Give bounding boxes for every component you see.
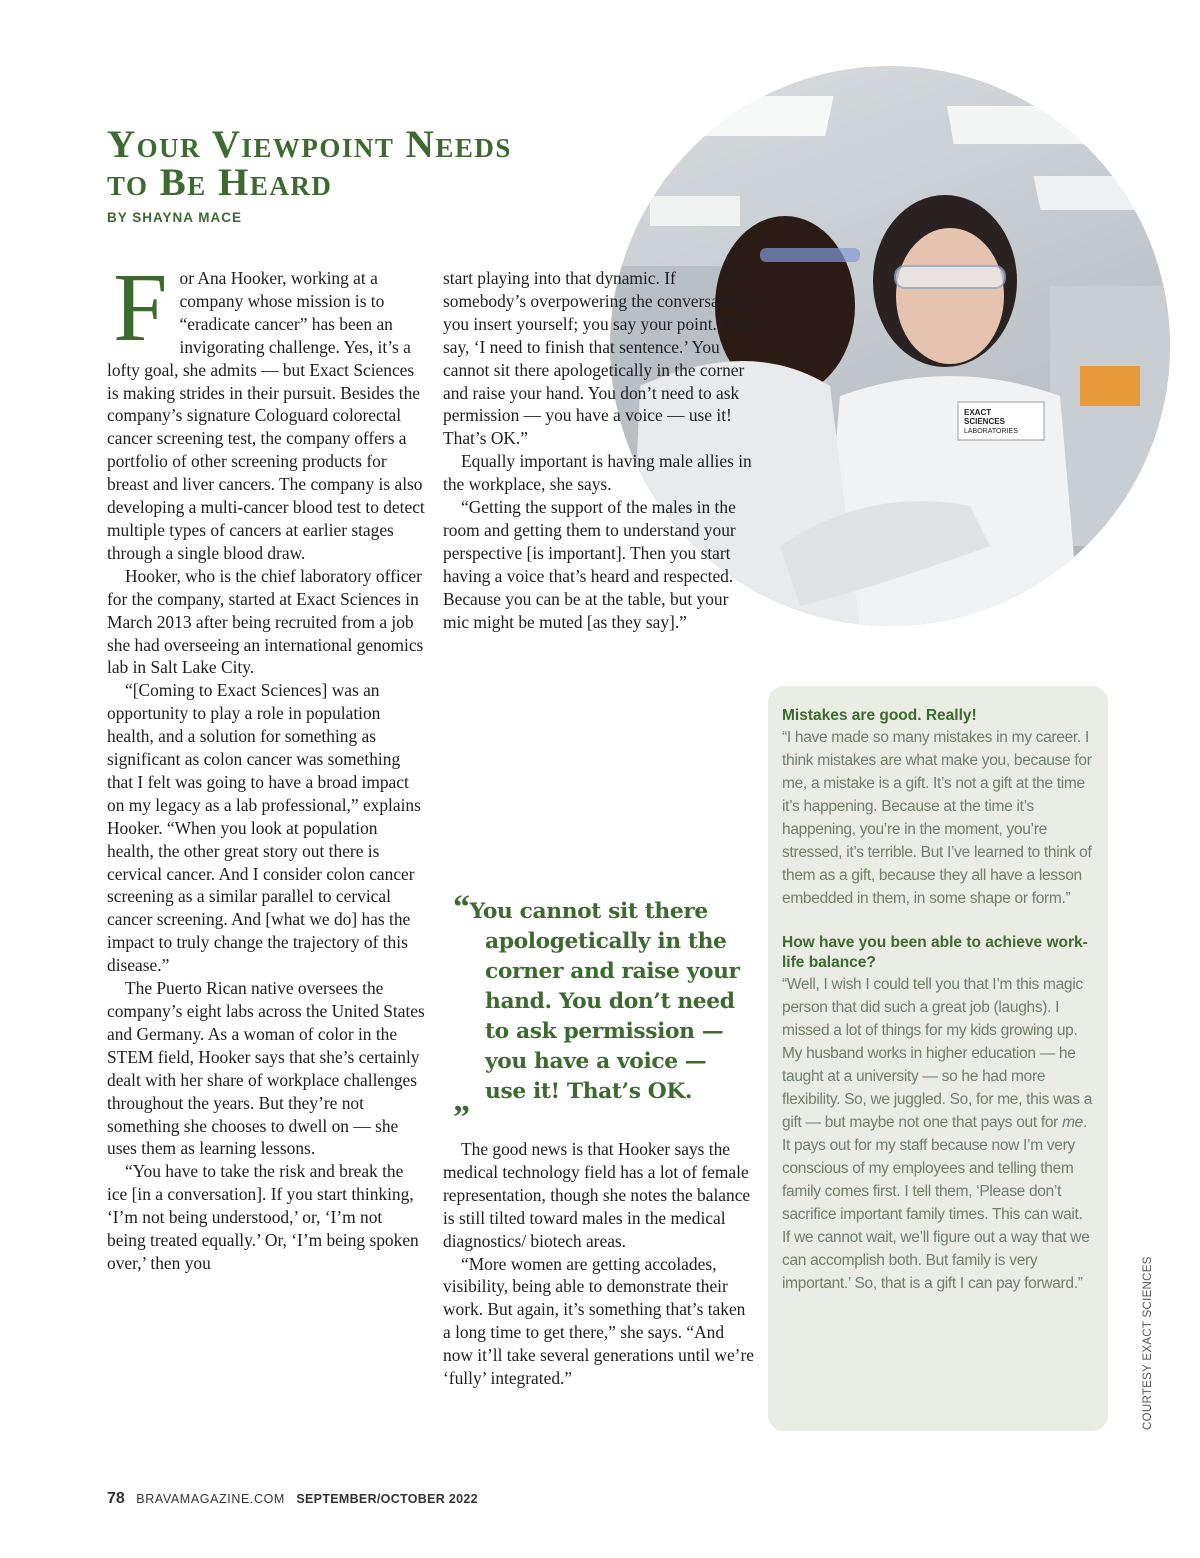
paragraph-7: Equally important is having male allies in the workplace, she says. <box>443 451 752 495</box>
paragraph-6: start playing into that dynamic. If somebody’s overpowering the conversation, you insert yourself; you say your point. You say, ‘I need to finish that sentence.’ You cannot sit there apologetically in the corner and raise your hand. You don’t need to ask permission — you have a voice — use it! That’s OK.” <box>443 268 751 449</box>
headline-line-1: Your Viewpoint Needs <box>107 123 512 166</box>
pull-quote-rest: apologetically in the corner and raise your hand. You don’t need to ask permission — you have a voice — use it! That’s OK. <box>485 929 740 1104</box>
open-quote-mark: “ <box>453 889 470 926</box>
qa-sidebar <box>768 686 1108 1431</box>
article-column-1 <box>107 254 425 1275</box>
ceiling-light <box>1033 176 1160 210</box>
paragraph-5: “You have to take the risk and break the ice [in a conversation]. If you start thinking, ‘I’m not being understood,’ or, ‘I’m not being treated equally.’ Or, ‘I’m being spoken over,’ then you <box>107 1161 419 1273</box>
sidebar-question-1: Mistakes are good. Really! <box>782 707 977 724</box>
ceiling-light <box>650 196 740 226</box>
paragraph-1 <box>107 254 425 565</box>
badge-text: LABORATORIES <box>964 428 1018 435</box>
photo-credit: COURTESY EXACT SCIENCES <box>1142 1256 1154 1430</box>
paragraph-4: The Puerto Rican native oversees the company’s eight labs across the United States and Germany. As a woman of color in the STEM field, Hooker says that she’s certainly dealt with her share of workplace challenges throughout the years. But they’re not something she chooses to dwell on — she uses them as learning lessons. <box>107 978 425 1159</box>
woman-face <box>896 228 1004 364</box>
safety-glasses <box>895 266 1005 288</box>
paragraph-3: “[Coming to Exact Sciences] was an opportunity to play a role in population health, and a solution for something as significant as colon cancer was something that I felt was going to have a broad impact on my legacy as a lab professional,” explains Hooker. “When you look at population health, the other great story out there is cervical cancer. And I consider colon cancer screening as a similar parallel to cervical cancer screening. And [what we do] has the impact to truly change the trajectory of this disease.” <box>107 680 421 976</box>
headline-line-2: to Be Heard <box>107 161 333 204</box>
sidebar-answer-2-part-1: “Well, I wish I could tell you that I’m this magic person that did such a great job (laughs). I missed a lot of things for my kids growing up. My husband works in higher education — he taught at a university — so he had more flexibility. So, we juggled. So, for me, this was a gift — but maybe not one that pays out for <box>782 976 1093 1131</box>
ceiling-light <box>947 106 1094 144</box>
ceiling-light <box>695 96 834 136</box>
badge-text: EXACT <box>964 408 992 417</box>
paragraph-2: Hooker, who is the chief laboratory officer for the company, started at Exact Sciences in March 2013 after being recruited from a job she had overseeing an international genomics lab in Salt Lake City. <box>107 565 424 678</box>
article-column-2 <box>443 267 755 634</box>
byline: BY SHAYNA MACE <box>107 210 243 225</box>
badge-text: SCIENCES <box>964 417 1005 426</box>
pull-quote <box>453 889 753 1137</box>
page-number: 78 <box>107 1490 125 1507</box>
paragraph-9: The good news is that Hooker says the medical technology field has a lot of female representation, though she notes the balance is still tilted toward males in the medical diagnostics/ biotech areas. <box>443 1139 751 1251</box>
drop-cap: F <box>113 254 168 362</box>
page-footer <box>107 1490 478 1508</box>
sidebar-answer-2-part-2: . It pays out for my staff because now I’m very conscious of my employees and telling them family comes first. I tell them, ‘Please don’t sacrifice important family times. This can wait. If we cannot wait, we’ll figure out a way that we can accomplish both. But family is very important.’ So, that is a gift I can pay forward.” <box>782 1114 1090 1292</box>
article-column-3 <box>443 1138 755 1390</box>
paragraph-1-text: or Ana Hooker, working at a company whose mission is to “eradicate cancer” has been an invigorating challenge. Yes, it’s a lofty goal, she admits — but Exact Sciences is making strides in their pursuit. Besides the company’s signature Cologuard colorectal cancer screening test, the company offers a portfolio of other screening products for breast and liver cancers. The company is also developing a multi-cancer blood test to detect multiple types of cancers at earlier stages through a single blood draw. <box>107 268 425 563</box>
close-quote-mark: ” <box>453 1099 470 1136</box>
lab-box <box>1080 366 1140 406</box>
pull-quote-line-1: You cannot sit there <box>469 899 708 924</box>
article-headline <box>107 123 667 204</box>
footer-site: BRAVAMAGAZINE.COM <box>136 1492 285 1506</box>
sidebar-question-2: How have you been able to achieve work-life balance? <box>782 934 1088 971</box>
paragraph-8: “Getting the support of the males in the room and getting them to understand your perspective [is important]. Then you start having a voice that’s heard and respected. Because you can be at the table, but your mic might be muted [as they say].” <box>443 497 736 632</box>
sidebar-answer-2 <box>782 973 1094 1295</box>
sidebar-answer-1: “I have made so many mistakes in my career. I think mistakes are what make you, because for me, a mistake is a gift. It’s not a gift at the time it’s happening. Because at the time it’s happening, you’re in the moment, you’re stressed, it’s terrible. But I’ve learned to think of them as a gift, because they all have a lesson embedded in them, in some shape or form.” <box>782 729 1092 907</box>
man-safety-glasses <box>760 248 860 262</box>
footer-issue-date: SEPTEMBER/OCTOBER 2022 <box>296 1492 478 1506</box>
paragraph-10: “More women are getting accolades, visibility, being able to demonstrate their work. But again, it’s something that’s taken a long time to get there,” she says. “And now it’ll take several generations until we’re ‘fully’ integrated.” <box>443 1253 754 1389</box>
sidebar-answer-2-emphasis: me <box>1062 1114 1083 1131</box>
